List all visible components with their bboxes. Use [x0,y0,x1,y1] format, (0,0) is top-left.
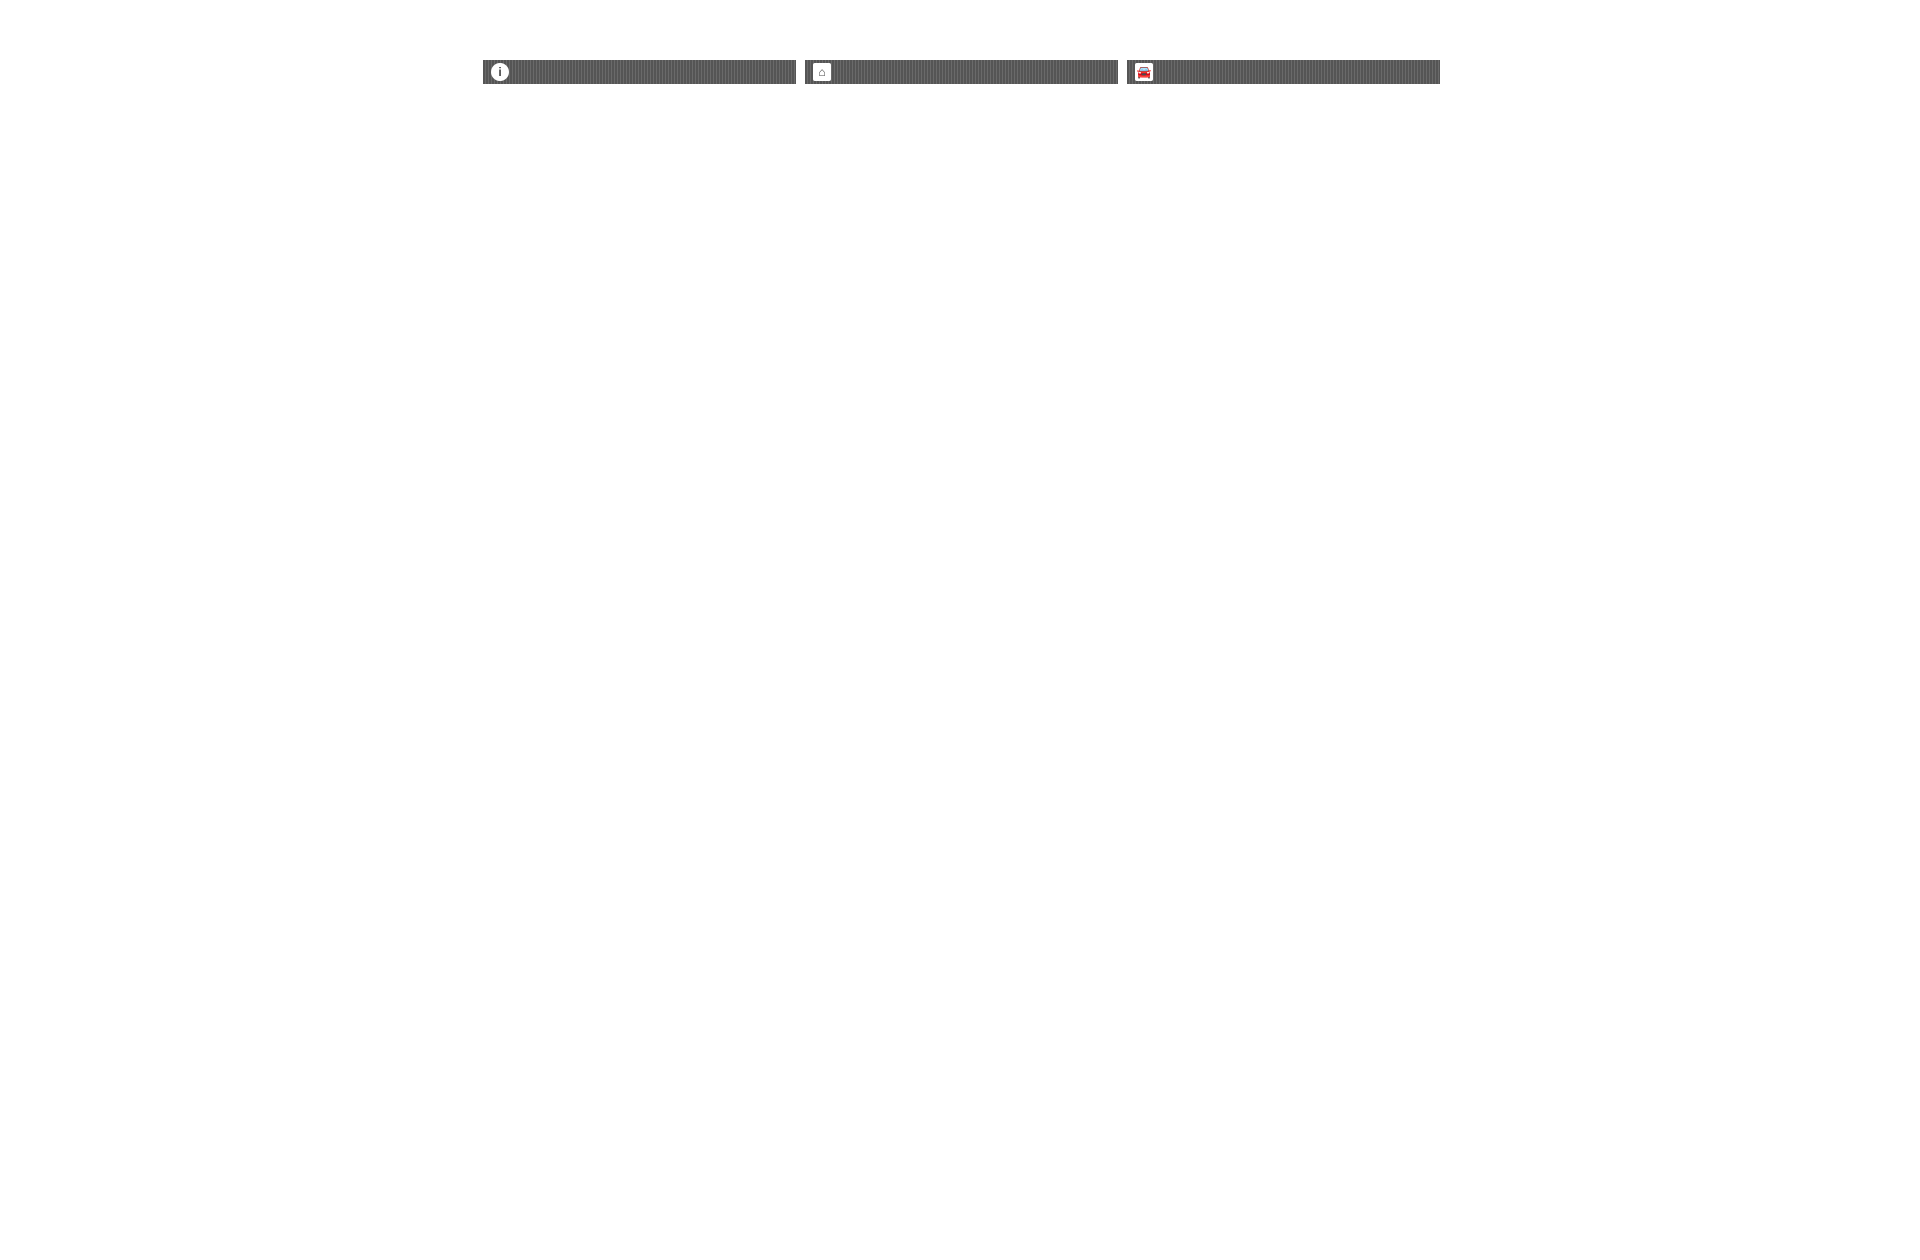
info-header [483,60,796,84]
vehiculo-header [1127,60,1440,84]
report-page [480,0,1440,1260]
car-icon: 🚘 [1136,65,1152,79]
home-icon: ⌂ [813,63,831,81]
info-icon: i [491,63,509,81]
centro-header [805,60,1118,84]
header-bars [480,60,1440,85]
